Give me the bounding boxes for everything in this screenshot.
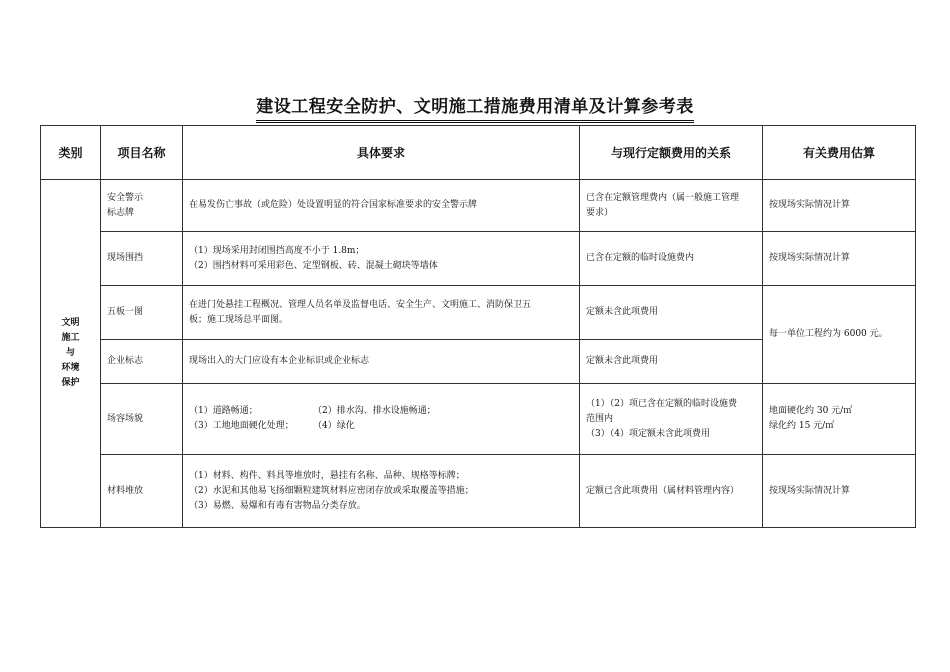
item-name-cell: 材料堆放 bbox=[101, 455, 183, 528]
requirement-cell: 现场出入的大门应设有本企业标识或企业标志 bbox=[183, 340, 580, 384]
header-item: 项目名称 bbox=[101, 126, 183, 180]
item-name-cell: 五板一图 bbox=[101, 286, 183, 340]
relation-cell: 定额已含此项费用（属材料管理内容） bbox=[580, 455, 763, 528]
document-title: 建设工程安全防护、文明施工措施费用清单及计算参考表 bbox=[0, 92, 950, 123]
estimate-cell: 按现场实际情况计算 bbox=[763, 455, 916, 528]
relation-cell: （1）（2）项已含在定额的临时设施费 范围内 （3）（4）项定额未含此项费用 bbox=[580, 384, 763, 455]
relation-cell: 已含在定额的临时设施费内 bbox=[580, 232, 763, 286]
requirement-cell: （1）现场采用封闭围挡高度不小于 1.8m； （2）围挡材料可采用彩色、定型钢板、砖、混凝土砌块等墙体 bbox=[183, 232, 580, 286]
header-requirement: 具体要求 bbox=[183, 126, 580, 180]
header-category: 类别 bbox=[41, 126, 101, 180]
table-row bbox=[41, 384, 916, 455]
category-cell: 文明 施工 与 环境 保护 bbox=[41, 180, 101, 528]
header-estimate: 有关费用估算 bbox=[763, 126, 916, 180]
item-name-cell: 场容场貌 bbox=[101, 384, 183, 455]
table-row bbox=[41, 232, 916, 286]
table-row bbox=[41, 180, 916, 232]
table-row bbox=[41, 455, 916, 528]
item-name-cell: 安全警示 标志牌 bbox=[101, 180, 183, 232]
requirement-cell: 在进门处悬挂工程概况、管理人员名单及监督电话、安全生产、文明施工、消防保卫五 板；施工现场总平面图。 bbox=[183, 286, 580, 340]
estimate-cell: 按现场实际情况计算 bbox=[763, 180, 916, 232]
header-relation: 与现行定额费用的关系 bbox=[580, 126, 763, 180]
requirement-cell: （1）道路畅通； （2）排水沟、排水设施畅通； （3）工地地面硬化处理； （4）绿化 bbox=[183, 384, 580, 455]
item-name-cell: 现场围挡 bbox=[101, 232, 183, 286]
table-header-row bbox=[41, 126, 916, 180]
relation-cell: 已含在定额管理费内（属一般施工管理 要求） bbox=[580, 180, 763, 232]
relation-cell: 定额未含此项费用 bbox=[580, 286, 763, 340]
estimate-cell: 地面硬化约 30 元/㎡ 绿化约 15 元/㎡ bbox=[763, 384, 916, 455]
estimate-cell: 按现场实际情况计算 bbox=[763, 232, 916, 286]
table-row bbox=[41, 286, 916, 340]
cost-table bbox=[40, 125, 916, 528]
requirement-cell: （1）材料、构件、料具等堆放时，悬挂有名称、品种、规格等标牌； （2）水泥和其他易飞扬细颗粒建筑材料应密闭存放或采取覆盖等措施； （3）易燃、易爆和有毒有害物品分类存放。 bbox=[183, 455, 580, 528]
requirement-cell: 在易发伤亡事故（或危险）处设置明显的符合国家标准要求的安全警示牌 bbox=[183, 180, 580, 232]
estimate-cell: 每一单位工程约为 6000 元。 bbox=[763, 286, 916, 384]
relation-cell: 定额未含此项费用 bbox=[580, 340, 763, 384]
item-name-cell: 企业标志 bbox=[101, 340, 183, 384]
